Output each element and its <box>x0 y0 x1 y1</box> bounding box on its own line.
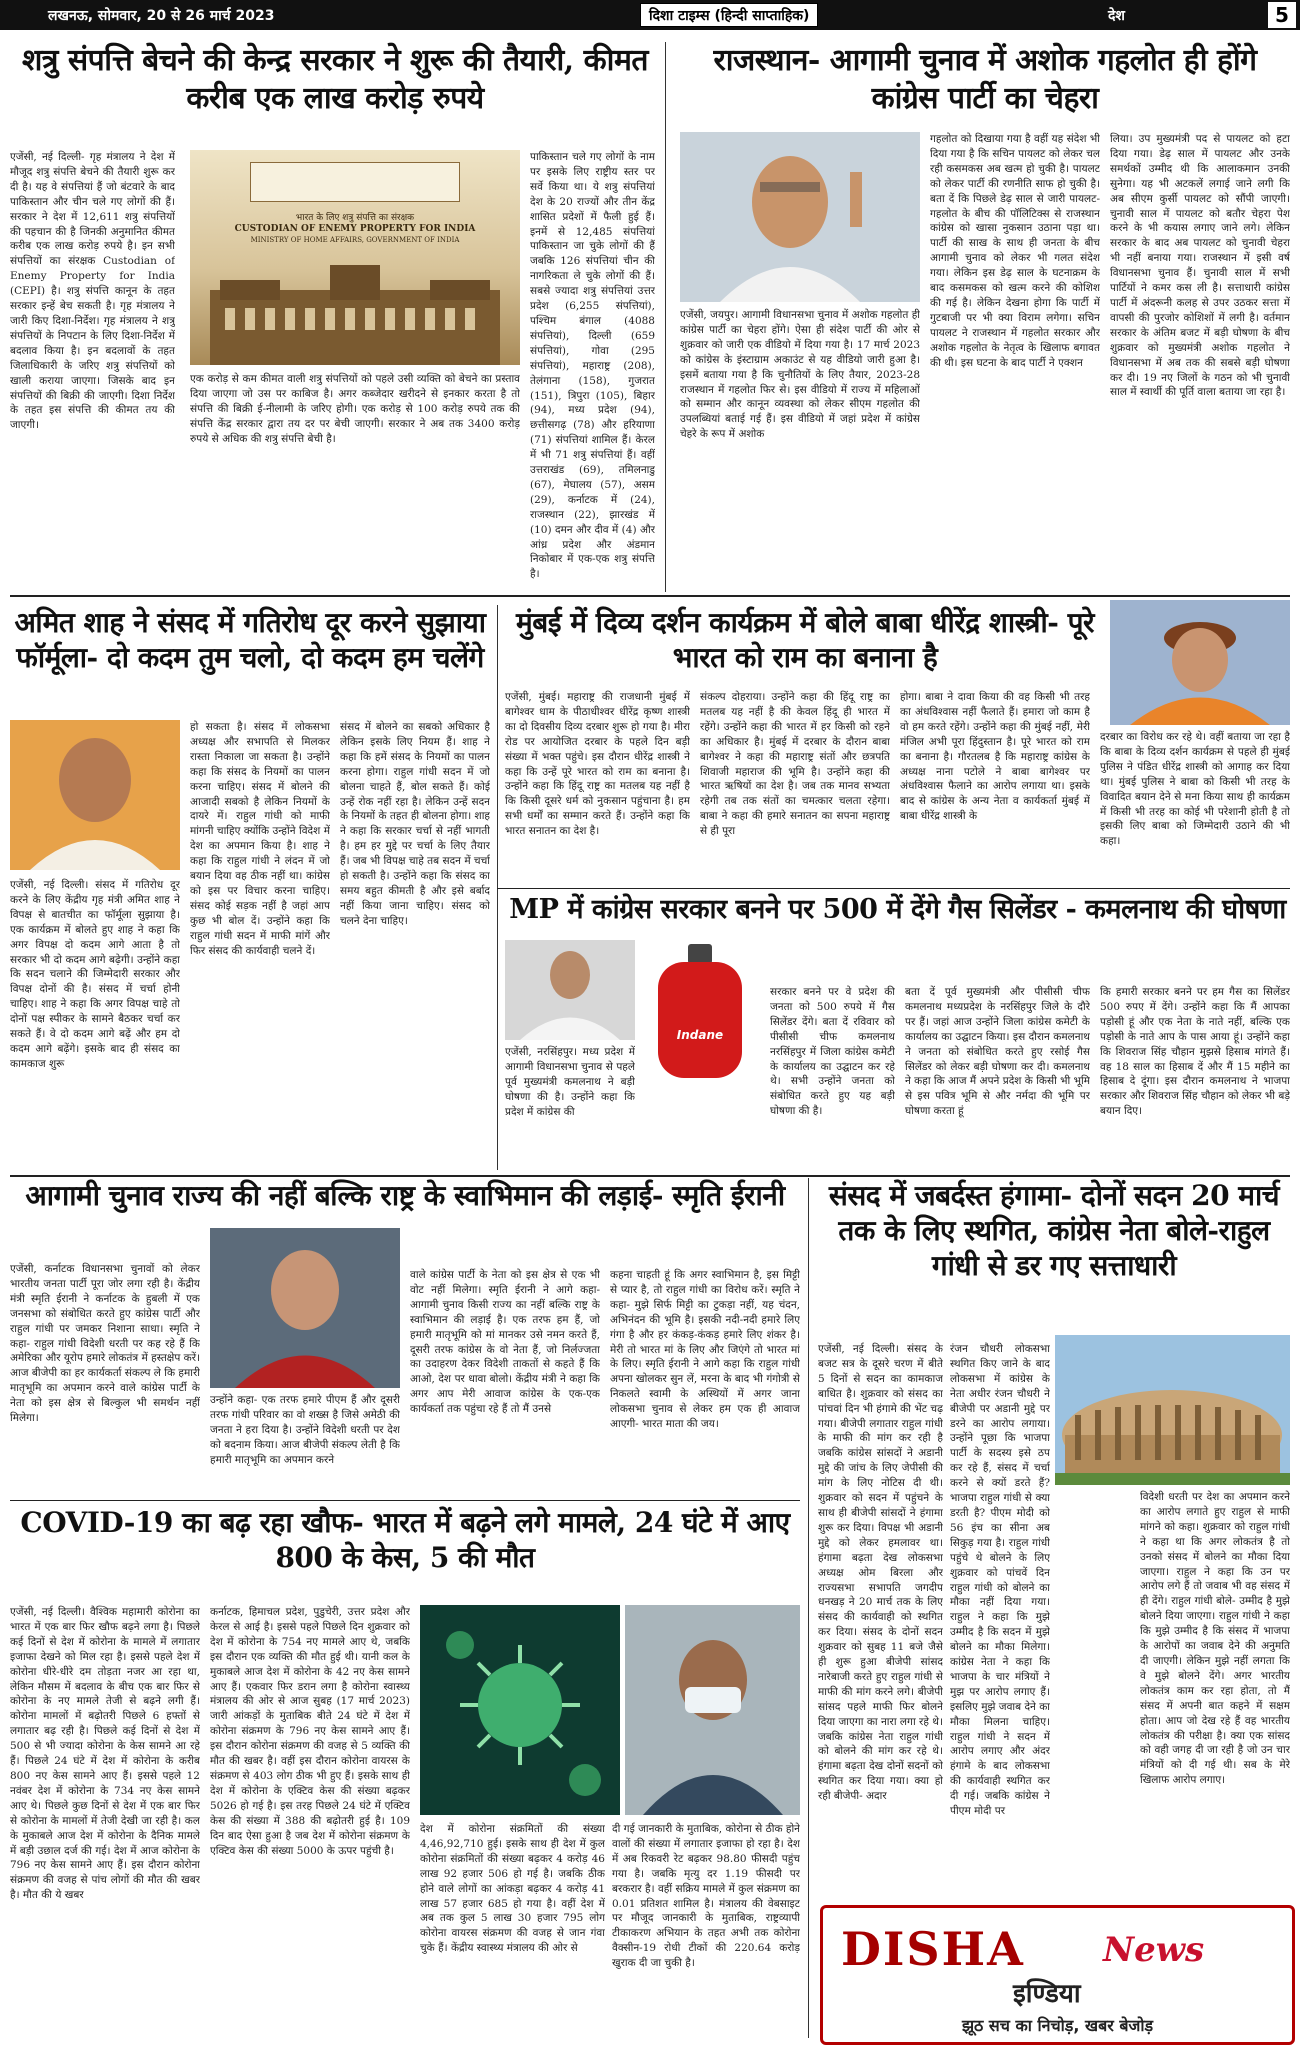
article-body-shah-col1: एजेंसी, नई दिल्ली। संसद में गतिरोध दूर करने के लिए केंद्रीय गृह मंत्री अमित शाह ने विपक्ष से बातचीत का फॉर्मूला सुझाया है। एक कार्यक्रम में बोलते हुए शाह ने कहा कि अगर विपक्ष दो कदम आगे आता है तो सरकार भी दो कदम आगे बढ़ेगी। उन्होंने कहा कि सदन चलाने की जिम्मेदारी सरकार और विपक्ष दोनों की है। संसद में चर्चा होनी चाहिए। शाह ने कहा कि अगर विपक्ष चाहे तो दोनों पक्ष स्पीकर के सामने बैठकर चर्चा कर सकते हैं। वे दो कदम आगे बढ़ें और हम दो कदम आगे बढ़ेंगे। इसके बाद ही संसद का कामकाज शुरू <box>10 879 180 1070</box>
portrait-silhouette <box>210 1228 400 1388</box>
kamalnath-photo <box>505 940 635 1040</box>
paper-name: दिशा टाइम्स (हिन्दी साप्ताहिक) <box>640 3 818 27</box>
article-body-parliament-col2: रंजन चौधरी लोकसभा स्थगित किए जाने के बाद लोकसभा में कांग्रेस के नेता अधीर रंजन चौधरी ने बीजेपी पर अडानी मुद्दे पर डरने का आरोप लगाया। उन्होंने पूछा कि भाजपा पार्टी के सदस्य इसे ठप कर रहे हैं, संसद में चर्चा करने से क्यों डरते हैं? भाजपा राहुल गांधी से क्या डरती है? पीएम मोदी को 56 इंच का सीना अब सिकुड़ गया है। राहुल गांधी पहुंचे थे बोलने के लिए शुक्रवार को पांचवें दिन राहुल गांधी को बोलने का मौका नहीं दिया गया। राहुल ने कहा कि मुझे उम्मीद है कि सदन में मुझे बोलने का मौका मिलेगा। कांग्रेस नेता ने कहा कि भाजपा के चार मंत्रियों ने मुझ पर आरोप लगाए हैं। इसलिए मुझे जवाब देने का मौका मिलना चाहिए। राहुल गांधी ने सदन में आरोप लगाए और अंदर हंगामे के बाद लोकसभा की कार्यवाही स्थगित कर दी गई। जबकि कांग्रेस ने पीएम मोदी पर <box>950 1343 1050 1818</box>
masthead-bar <box>0 0 1300 30</box>
article-body-mp-col1: एजेंसी, नरसिंहपुर। मध्य प्रदेश में आगामी विधानसभा चुनाव से पहले पूर्व मुख्यमंत्री कमलनाथ ने बड़ी घोषणा की है। उन्होंने कहा कि प्रदेश में कांग्रेस की <box>505 1046 635 1118</box>
column-divider <box>808 1178 809 2038</box>
article-body-rajasthan-col1: एजेंसी, जयपुर। आगामी विधानसभा चुनाव में अशोक गहलोत ही कांग्रेस पार्टी का चेहरा होंगे। ऐसा ही संदेश पार्टी की ओर से शुक्रवार को जारी एक वीडियो में दिया गया है। 17 मार्च 2023 को कांग्रेस के इंस्टाग्राम अकाउंट से यह वीडियो जारी हुआ है। इसमें बताया गया है कि चुनौतियों के लिए तैयार, 2023-28 राजस्थान में गहलोत फिर से। इस वीडियो में राज्य में महिलाओं को सम्मान और कानून व्यवस्था को लेकर सीएम गहलोत की उपलब्धियां बताई गई हैं। इस वीडियो में जहां प्रदेश में कांग्रेस चेहरे के रूप में अशोक <box>680 309 920 441</box>
portrait-silhouette <box>10 720 180 870</box>
article-headline-rajasthan: राजस्थान- आगामी चुनाव में अशोक गहलोत ही होंगे कांग्रेस पार्टी का चेहरा <box>713 43 1257 116</box>
article-body-enemy-col1: एजेंसी, नई दिल्ली- गृह मंत्रालय ने देश में मौजूद शत्रु संपत्ति बेचने की तैयारी शुरू कर दी है। यह वे संपत्तियां हैं जो बंटवारे के बाद पाकिस्तान और चीन चले गए लोगों की हैं। सरकार ने देश में 12,611 शत्रु संपत्तियों की पहचान की है जिनकी अनुमानित कीमत करीब एक लाख करोड़ रुपये है। इन सभी संपत्तियों का संरक्षक Custodian of Enemy Property for India (CEPI) है। शत्रु संपत्ति कानून के तहत सरकार इन्हें बेच सकती है। गृह मंत्रालय ने जारी किए दिशा-निर्देश। गृह मंत्रालय ने शत्रु संपत्तियों के निपटान के लिए दिशा-निर्देश में बदलाव किया है। इन बदलावों के तहत जिलाधिकारी के जरिए शत्रु संपत्तियों को खाली कराया जाएगा। जिसके बाद इन संपत्तियों की बिक्री की जाएगी। दिशा निर्देश के तहत इस संपत्ति की कीमत तय की जाएगी। <box>10 151 175 432</box>
logo-india: इण्डिया <box>1013 1979 1081 2009</box>
article-body-smriti-col4: कहना चाहती हूं कि अगर स्वाभिमान है, इस मिट्टी से प्यार है, तो राहुल गांधी का विरोध करें। स्मृति ने कहा- मुझे सिर्फ मिट्टी का टुकड़ा नहीं, यह चंदन, अभिनंदन की भूमि है। इसकी नदी-नदी हमारे लिए गंगा है और हर कंकड़-कंकड़ हमारे लिए शंकर है। मेरी तो भारत मां के लिए और जिएंगे तो भारत मां के लिए। स्मृति ईरानी ने आगे कहा कि राहुल गांधी अपना खोलकर सुन लें, मरना के बाद भी गंगोत्री से निकलते स्वामी के अस्थियों में अगर जाना लोकसभा चुनाव से लेकर हम एक ही आवाज आएगी- भारत माता की जय। <box>610 1269 800 1431</box>
article-body-parliament-col1: एजेंसी, नई दिल्ली। संसद के बजट सत्र के दूसरे चरण में बीते 5 दिनों से सदन का कामकाज बाधित है। शुक्रवार को संसद का पांचवां दिन भी हंगामे की भेंट चढ़ गया। बीजेपी लगातार राहुल गांधी के माफी की मांग कर रही है जबकि कांग्रेस सांसदों ने अडानी मुद्दे की जांच के लिए जेपीसी की मांग के लिए नोटिस दी थी। शुक्रवार को सदन में पहुंचने के साथ ही बीजेपी सांसदों ने हंगामा शुरू कर दिया। विपक्ष भी अडानी मुद्दे को लेकर हमलावर था। हंगामा बढ़ता देख लोकसभा अध्यक्ष ओम बिरला और राज्यसभा सभापति जगदीप धनखड़ ने 20 मार्च तक के लिए संसद की कार्यवाही को स्थगित कर दिया। संसद के दोनों सदन शुक्रवार को सुबह 11 बजे जैसे ही शुरू हुआ बीजेपी सांसद नारेबाजी करते हुए राहुल गांधी से माफी की मांग करने लगे। बीजेपी सांसद पहले माफी फिर बोलने दिया जाएगा का नारा लगा रहे थे। जबकि कांग्रेस नेता राहुल गांधी को बोलने की मांग कर रहे थे। हंगामा बढ़ता देख दोनों सदनों को स्थगित कर दिया गया। क्या हो रही बीजेपी- अदार <box>818 1343 943 1803</box>
gas-cylinder-icon <box>640 940 760 1080</box>
article-body-smriti-col2: उन्होंने कहा- एक तरफ हमारे पीएम हैं और दूसरी तरफ गांधी परिवार का वो शख्स है जिसे अमेठी की जनता ने हरा दिया है। उन्होंने विदेशी धरती पर देश को बदनाम किया। आज बीजेपी संकल्प लेती है कि हमारी मातृभूमि का अपमान करने <box>210 1394 400 1466</box>
article-headline-covid: COVID-19 का बढ़ रहा खौफ- भारत में बढ़ने लगे मामले, 24 घंटे में आए 800 के केस, 5 की मौत <box>20 1506 790 1574</box>
article-body-shah-col3: संसद में बोलने का सबको अधिकार है लेकिन इसके लिए नियम हैं। शाह ने कहा कि हमें संसद के नियमों का पालन करना होगा। राहुल गांधी सदन में जो बोलना चाहते हैं, बोल सकते हैं। कोई उन्हें रोक नहीं रहा है। लेकिन उन्हें सदन के नियमों के तहत ही बोलना होगा। शाह ने कहा कि सरकार चर्चा से नहीं भागती है। हम हर मुद्दे पर चर्चा के लिए तैयार हैं। जब भी विपक्ष चाहे तब सदन में चर्चा हो सकती है। उन्होंने कहा कि संसद का समय बहुत कीमती है और इसे बर्बाद नहीं किया जाना चाहिए। संसद को चलने देना चाहिए। <box>340 721 490 927</box>
parliament-building-icon <box>1055 1335 1290 1485</box>
article-body-mp-col2: सरकार बनने पर वे प्रदेश की जनता को 500 रुपये में गैस सिलेंडर देंगे। बता दें रविवार को पीसीसी चीफ कमलनाथ नरसिंहपुर में जिला कांग्रेस कमेटी के कार्यालय का उद्घाटन कर रहे थे। सभी उन्होंने जनता को संबोधित करते हुए यह बड़ी घोषणा की है। <box>770 986 895 1118</box>
portrait-silhouette <box>625 1605 800 1815</box>
article-body-shah-col2: हो सकता है। संसद में लोकसभा अध्यक्ष और सभापति से मिलकर रास्ता निकाला जा सकता है। उन्होंने कहा कि संसद के नियमों का पालन करना चाहिए। संसद में बोलने की आजादी सबको है लेकिन नियमों के दायरे में। राहुल गांधी को माफी मांगनी चाहिए क्योंकि उन्होंने विदेश में देश का अपमान किया है। शाह ने कहा कि राहुल गांधी ने लंदन में जो बयान दिया वह ठीक नहीं था। कांग्रेस को इस पर विचार करना चाहिए। संसद कोई सड़क नहीं है जहां आप कुछ भी बोल दें। उन्होंने कहा कि राहुल गांधी सदन में माफी मांगें और फिर संसद की कार्यवाही चलने दें। <box>190 721 330 957</box>
custodian-emblem-banner <box>250 162 460 202</box>
gas-cylinder-photo <box>640 940 760 1080</box>
smriti-irani-photo <box>210 1228 400 1388</box>
section-divider <box>10 1500 800 1501</box>
photo-caption: CUSTODIAN OF ENEMY PROPERTY FOR INDIA <box>234 224 476 234</box>
page-number: 5 <box>1268 2 1296 28</box>
article-body-covid-col1: एजेंसी, नई दिल्ली। वैश्विक महामारी कोरोना का भारत में एक बार फिर खौफ बढ़ने लगा है। पिछले कई दिनों से देश में कोरोना के मामले में लगातार इजाफा देखने को मिल रहा है। इससे पहले देश में कोरोना धीरे-धीरे दम तोड़ता नजर आ रहा था, लेकिन मौसम में बदलाव के बीच एक बार फिर से कोरोना के नए मामले तेजी से बढ़ने लगी हैं। कोरोना मामलों में बढ़ोतरी पिछले 6 हफ्तों से लगातार बढ़ रही है। पिछले कई दिनों से देश में 500 से भी ज्यादा कोरोना के केस सामने आ रहे हैं। पिछले 24 घंटे में देश में कोरोना के करीब 800 नए केस सामने आए हैं। इससे पहले 12 नवंबर देश में कोरोना के 734 नए केस सामने आए थे। पिछले कुछ दिनों से देश में एक बार फिर से कोरोना के मामलों में तेजी देखी जा रही है। कल के मुकाबले आज देश में कोरोना के दैनिक मामले में बड़ी उछाल दर्ज की गई। देश में आज कोरोना के 796 नए केस सामने आए हैं। इस दौरान कोरोना संक्रमण की वजह से पांच लोगों की मौत की खबर है। मौत की ये खबर <box>10 1606 200 1902</box>
article-body-enemy-col2: एक करोड़ से कम कीमत वाली शत्रु संपत्तियों को पहले उसी व्यक्ति को बेचने का प्रस्ताव दिया जाएगा जो उस पर काबिज है। अगर कब्जेदार खरीदने से इनकार करता है तो संपत्ति की बिक्री ई-नीलामी के जरिए होगी। एक करोड़ से 100 करोड़ रुपये तक की संपत्ति केंद्र सरकार द्वारा तय दर पर बेची जाएगी। सरकार ने अब तक 3400 करोड़ रुपये से अधिक की शत्रु संपत्ति बेची है। <box>190 373 520 445</box>
logo-brand: DISHA <box>841 1922 1025 1976</box>
amit-shah-photo <box>10 720 180 870</box>
article-headline-dhirendra: मुंबई में दिव्य दर्शन कार्यक्रम में बोले बाबा धीरेंद्र शास्त्री- पूरे भारत को राम का बनाना है <box>516 606 1094 674</box>
portrait-silhouette <box>505 940 635 1040</box>
portrait-silhouette <box>680 132 920 302</box>
portrait-silhouette <box>1110 600 1290 725</box>
article-body-mp-col4: कि हमारी सरकार बनने पर हम गैस का सिलेंडर 500 रुपए में देंगे। उन्होंने कहा कि मैं आपका पड़ोसी हूं और एक नेता के नाते नहीं, बल्कि एक पड़ोसी के नाते आप के पास आया हूं। उन्होंने कहा कि शिवराज सिंह चौहान मुझसे हिसाब मांगते हैं। वह 18 साल का हिसाब दें और मैं 15 महीने का हिसाब दे दूंगा। इस दौरान कमलनाथ ने भाजपा सरकार और शिवराज सिंह चौहान को लेकर भी बड़े बयान दिए। <box>1100 986 1290 1118</box>
masked-man-photo <box>625 1605 800 1815</box>
article-headline-smriti: आगामी चुनाव राज्य की नहीं बल्कि राष्ट्र के स्वाभिमान की लड़ाई- स्मृति ईरानी <box>25 1179 785 1212</box>
dhirendra-shastri-photo <box>1110 600 1290 725</box>
building-silhouette <box>190 250 520 365</box>
article-body-covid-col3: देश में कोरोना संक्रमितों की संख्या 4,46,92,710 हुई। इसके साथ ही देश में कुल कोरोना संक्रमितों की संख्या बढ़कर 4 करोड़ 46 लाख 92 हजार 506 हो गई है। जबकि ठीक होने वाले लोगों का आंकड़ा बढ़कर 4 करोड़ 41 लाख 57 हजार 685 हो गया है। वहीं देश में अब तक कुल 5 लाख 30 हजार 795 लोग कोरोना वायरस संक्रमण की वजह से जान गंवा चुके हैं। केंद्रीय स्वास्थ्य मंत्रालय की ओर से <box>420 1823 605 1955</box>
date-line: लखनऊ, सोमवार, 20 से 26 मार्च 2023 <box>48 7 275 24</box>
article-body-rajasthan-col2: गहलोत को दिखाया गया है वहीं यह संदेश भी दिया गया है कि सचिन पायलट को लेकर चल रही कसमकस अब खत्म हो चुकी है। पायलट को लेकर पार्टी की रणनीति साफ हो चुकी है। बता दें कि पिछले डेढ़ साल से जारी पायलट-गहलोत के बीच की पॉलिटिक्स से राजस्थान कांग्रेस को खासा नुकसान उठाना पड़ा था। पार्टी की साख के साथ ही जनता के बीच आगामी चुनाव को लेकर भी गलत संदेश गया। लेकिन इस डेढ़ साल के घटनाक्रम के बाद कसमकस को खत्म करने की कोशिश की गई है। लेकिन देखना होगा कि पार्टी में गुटबाजी पर भी क्या विराम लगेगा। सचिन पायलट ने राजस्थान में गहलोत सरकार और अशोक गहलोत के नेतृत्व के खिलाफ बगावत की थी। इस घटना के बाद पार्टी ने एक्शन <box>930 133 1100 369</box>
article-headline-mp-gas: MP में कांग्रेस सरकार बनने पर 500 में देंगे गैस सिलेंडर - कमलनाथ की घोषणा <box>509 894 1286 925</box>
parliament-building-photo <box>1055 1335 1290 1485</box>
article-body-covid-col2: कर्नाटक, हिमाचल प्रदेश, पुडुचेरी, उत्तर प्रदेश और केरल से आई है। इससे पहले पिछले दिन शुक्रवार को देश में कोरोना के 754 नए मामले आए थे, जबकि इस दौरान एक व्यक्ति की मौत हुई थी। यानी कल के मुकाबले आज देश में कोरोना के 42 नए केस सामने आए हैं। एकवार फिर डरान लगा है कोरोना स्वास्थ्य मंत्रालय की ओर से आज सुबह (17 मार्च 2023) जारी आंकड़ों के मुताबिक बीते 24 घंटे में देश में कोरोना संक्रमण के 796 नए केस सामने आए हैं। इस दौरान कोरोना संक्रमण की वजह से 5 व्यक्ति की मौत की खबर है। वहीं इस दौरान कोरोना वायरस के संक्रमण से 403 लोग ठीक भी हुए हैं। इसके साथ ही देश में कोरोना के एक्टिव केस की संख्या बढ़कर 5026 हो गई है। इस तरह पिछले 24 घंटे में एक्टिव केस की संख्या में 388 की बढ़ोतरी हुई है। 109 दिन बाद ऐसा हुआ है जब देश में कोरोना संक्रमण के एक्टिव केस की संख्या 5000 के ऊपर पहुंची है। <box>210 1606 410 1857</box>
article-headline-amit-shah: अमित शाह ने संसद में गतिरोध दूर करने सुझाया फॉर्मूला- दो कदम तुम चलो, दो कदम हम चलेंगे <box>14 606 486 674</box>
article-headline-parliament: संसद में जबर्दस्त हंगामा- दोनों सदन 20 मार्च तक के लिए स्थगित, कांग्रेस नेता बोले-राहुल गांधी से डर गए सत्ताधारी <box>828 1179 1280 1282</box>
article-headline-enemy-property: शत्रु संपत्ति बेचने की केन्द्र सरकार ने शुरू की तैयारी, कीमत करीब एक लाख करोड़ रुपये <box>21 43 648 116</box>
section-label: देश <box>1108 7 1125 24</box>
coronavirus-photo <box>420 1605 620 1815</box>
section-divider <box>497 888 1290 889</box>
photo-caption-hi: भारत के लिए शत्रु संपत्ति का संरक्षक <box>295 213 415 223</box>
section-divider <box>10 1175 1290 1177</box>
article-body-dhirendra-col1: एजेंसी, मुंबई। महाराष्ट्र की राजधानी मुंबई में बागेश्वर धाम के पीठाधीश्वर धीरेंद्र कृष्ण शास्त्री का दो दिवसीय दिव्य दरबार शुरू हो गया है। मीरा रोड पर आयोजित दरबार के पहले दिन बड़ी संख्या में भक्त पहुंचे। इस दौरान धीरेंद्र शास्त्री ने कहा कि उन्हें पूरे भारत को राम का बनाना है। उन्होंने कहा कि हिंदू राष्ट्र का मतलब यह नहीं है कि किसी दूसरे धर्म को नुकसान पहुंचाना है। हम सभी धर्मों का सम्मान करते हैं। उन्होंने कहा कि भारत सनातन का देश है। <box>505 691 690 838</box>
photo-sub-caption: MINISTRY OF HOME AFFAIRS, GOVERNMENT OF INDIA <box>250 236 460 244</box>
article-body-smriti-col1: एजेंसी, कर्नाटक विधानसभा चुनावों को लेकर भारतीय जनता पार्टी पूरा जोर लगा रही है। केंद्रीय मंत्री स्मृति ईरानी ने कर्नाटक के हुबली में एक जनसभा को संबोधित करते हुए कांग्रेस पार्टी और राहुल गांधी पर जमकर निशाना साधा। स्मृति ने कहा- राहुल गांधी विदेशी धरती पर कह रहे हैं कि अमेरिका और यूरोप हमारे लोकतंत्र में हस्तक्षेप करें। आज बीजेपी का हर कार्यकर्ता संकल्प ले कि हमारी मातृभूमि का अपमान करने वाले कांग्रेस पार्टी के नेता को इस क्षेत्र से बिल्कुल भी समर्थन नहीं मिलेगा। <box>10 1263 200 1425</box>
article-body-covid-col4: दी गई जानकारी के मुताबिक, कोरोना से ठीक होने वालों की संख्या में लगातार इजाफा हो रहा है। देश में अब रिकवरी रेट बढ़कर 98.80 फीसदी पहुंच गया है। जबकि मृत्यु दर 1.19 फीसदी पर बरकरार है। वहीं सक्रिय मामले में कुल संक्रमण का 0.01 प्रतिशत शामिल है। मंत्रालय की वेबसाइट पर मौजूद जानकारी के मुताबिक, राष्ट्रव्यापी टीकाकरण अभियान के तहत अभी तक कोरोना वैक्सीन-19 रोधी टीकों की 220.64 करोड़ खुराक दी जा चुकी है। <box>612 1823 800 1970</box>
logo-tagline: झूठ सच का निचोड़, खबर बेजोड़ <box>961 2016 1154 2035</box>
column-divider <box>665 42 666 592</box>
article-body-smriti-col3: वाले कांग्रेस पार्टी के नेता को इस क्षेत्र से एक भी वोट नहीं मिलेगा। स्मृति ईरानी ने आगे कहा- आगामी चुनाव किसी राज्य का नहीं बल्कि राष्ट्र के स्वाभिमान की लड़ाई है। एक तरफ हम हैं, जो हमारी मातृभूमि को मां मानकर उसे नमन करते हैं, दूसरी तरफ कांग्रेस के वो नेता हैं, जो निर्लज्जता का उदाहरण देकर विदेशी ताकतों से कहते हैं कि आओ, देश पर धावा बोलो। केंद्रीय मंत्री ने कहा कि अगर आप मेरी आवाज कांग्रेस के एक-एक कार्यकर्ता तक पहुंचा रहे हैं तो मैं उनसे <box>410 1269 600 1416</box>
virus-icon <box>420 1605 620 1815</box>
custodian-building-photo <box>190 150 520 365</box>
article-body-rajasthan-col3: लिया। उप मुख्यमंत्री पद से पायलट को हटा दिया गया। डेढ़ साल में पायलट और उनके समर्थकों उम्मीद थी कि आलाकमान उनकी सुनेगा। यह भी अटकलें लगाई जाने लगी कि अब सीएम कुर्सी पायलट को सौंपी जाएगी। चुनावी साल में पायलट को बतौर चेहरा पेश करने के भी कयास लगाए जाने लगे। लेकिन सरकार के बाद अब पायलट को चुनावी चेहरा भी नहीं बनाया गया। राजस्थान में इसी वर्ष विधानसभा चुनाव हैं। चुनावी साल में सभी पार्टियों ने कमर कस ली है। सत्ताधारी कांग्रेस पार्टी में अंदरूनी कलह से उपर उठकर सत्ता में वापसी की पुरजोर कोशिशों में लगी है। वर्तमान सरकार के अंतिम बजट में बड़ी घोषणा के बीच शुक्रवार को मुख्यमंत्री अशोक गहलोत ने विधानसभा में अब तक की सबसे बड़ी घोषणा कर दी। 19 नए जिलों के गठन को भी चुनावी साल में स्वार्थी की पूर्ति वाला बताया जा रहा है। <box>1110 133 1290 399</box>
section-divider <box>10 595 1290 597</box>
article-body-dhirendra-col4: दरबार का विरोध कर रहे थे। वहीं बताया जा रहा है कि बाबा के दिव्य दर्शन कार्यक्रम से पहले ही मुंबई पुलिस ने पंडित धीरेंद्र शास्त्री को आगाह कर दिया था। मुंबई पुलिस ने बाबा को किसी भी तरह के विवादित बयान देने से मना किया साथ ही कार्यक्रम में किसी भी तरह का कोई भी परेशानी होती है तो इसकी लिए बाबा को जिम्मेदारी उठाने की भी कहा। <box>1100 731 1290 848</box>
article-body-dhirendra-col2: संकल्प दोहराया। उन्होंने कहा की हिंदू राष्ट्र का मतलब यह नहीं है की केवल हिंदू ही भारत में रहेंगे। उन्होंने कहा की भारत में हर किसी को रहने का अधिकार है। मुंबई में दरबार के दौरान बाबा बागेश्वर ने कहा की महाराष्ट्र संतों और छत्रपति शिवाजी महाराज की भूमि है। उन्होंने कहा की भारत ऋषियों का देश है। जब तक मानव सभ्यता रहेगी तब तक संतों का चमत्कार चलता रहेगा। बाबा ने कहा की हमारे सनातन का सपना महाराष्ट्र से ही पूरा <box>700 691 890 838</box>
article-body-dhirendra-col3: होगा। बाबा ने दावा किया की वह किसी भी तरह का अंधविश्वास नहीं फैलाते हैं। हमारा जो काम है वो हम करते रहेंगे। उन्होंने कहा की मुंबई नहीं, मेरी मंजिल अभी पूरा हिंदुस्तान है। पूरे भारत को राम का बनाना है। गौरतलब है कि महाराष्ट्र कांग्रेस के अध्यक्ष नाना पटोले ने बाबा बागेश्वर पर अंधविश्वास फैलाने का आरोप लगाया था। इसके बाद से कांग्रेस के अन्य नेता व कार्यकर्ता मुंबई में बाबा धीरेंद्र शास्त्री के <box>900 691 1090 823</box>
ashok-gehlot-photo <box>680 132 920 302</box>
disha-news-logo <box>820 1905 1295 2045</box>
article-body-parliament-col3: विदेशी धरती पर देश का अपमान करने का आरोप लगाते हुए राहुल से माफी मांगने को कहा। शुक्रवार को राहुल गांधी ने कहा था कि अगर लोकतंत्र है तो उनको संसद में बोलने का मौका दिया जाएगा। राहुल ने कहा कि उन पर आरोप लगे हैं तो जवाब भी वह संसद में ही देंगे। राहुल गांधी बोले- उम्मीद है मुझे बोलने दिया जाएगा। राहुल गांधी ने कहा कि मुझे उम्मीद है कि संसद में भाजपा के आरोपों का जवाब देने की अनुमति दी जाएगी। लेकिन मुझे नहीं लगता कि वे मुझे बोलने देंगे। अगर भारतीय लोकतंत्र काम कर रहा होता, तो मैं संसद में अपनी बात कहने में सक्षम होता। आप जो देख रहे हैं वह भारतीय लोकतंत्र की परीक्षा है। क्या एक सांसद को वही जगह दी जा रही है जो उन चार मंत्रियों को दी गई थी। सब के मेरे खिलाफ आरोप लगाए। <box>1140 1491 1290 1787</box>
article-body-mp-col3: बता दें पूर्व मुख्यमंत्री और पीसीसी चीफ कमलनाथ मध्यप्रदेश के नरसिंहपुर जिले के दौरे पर हैं। जहां आज उन्होंने जिला कांग्रेस कमेटी के कार्यालय का उद्घाटन किया। इस दौरान कमलनाथ ने जनता को संबोधित करते हुए रसोई गैस सिलेंडर को लेकर बड़ी घोषणा कर दी। कमलनाथ ने कहा कि आज मैं अपने प्रदेश के किसी भी भूमि से इस पवित्र भूमि से और नर्मदा की भूमि पर घोषणा करता हूं <box>905 986 1090 1118</box>
article-body-enemy-col3: पाकिस्तान चले गए लोगों के नाम पर इसके लिए राष्ट्रीय स्तर पर सर्वे किया था। ये शत्रु संपत्तियां देश के 20 राज्यों और तीन केंद्र शासित प्रदेशों में फैली हुई हैं। इनमें से 12,485 संपत्तियां पाकिस्तान जा चुके लोगों की हैं जबकि 126 संपत्तियां चीन की नागरिकता ले चुके लोगों की हैं। सबसे ज्यादा शत्रु संपत्तियां उत्तर प्रदेश (6,255 संपत्तियां), पश्चिम बंगाल (4088 संपत्तियां), दिल्ली (659 संपत्तियां), गोवा (295 संपत्तियां), महाराष्ट्र (208), तेलंगाना (158), गुजरात (151), त्रिपुरा (105), बिहार (94), मध्य प्रदेश (94), छत्तीसगढ़ (78) और हरियाणा (71) संपत्तियां शामिल हैं। केरल में भी 71 शत्रु संपत्तियां हैं। वहीं उत्तराखंड (69), तमिलनाडु (67), मेघालय (57), असम (29), कर्नाटक में (24), राजस्थान (22), झारखंड में (10) दमन और दीव में (4) और आंध्र प्रदेश और अंडमान निकोबार में एक-एक शत्रु संपत्ति है। <box>530 151 655 581</box>
logo-news: News <box>1103 1930 1205 1970</box>
cylinder-brand-label: Indane <box>676 1028 724 1042</box>
